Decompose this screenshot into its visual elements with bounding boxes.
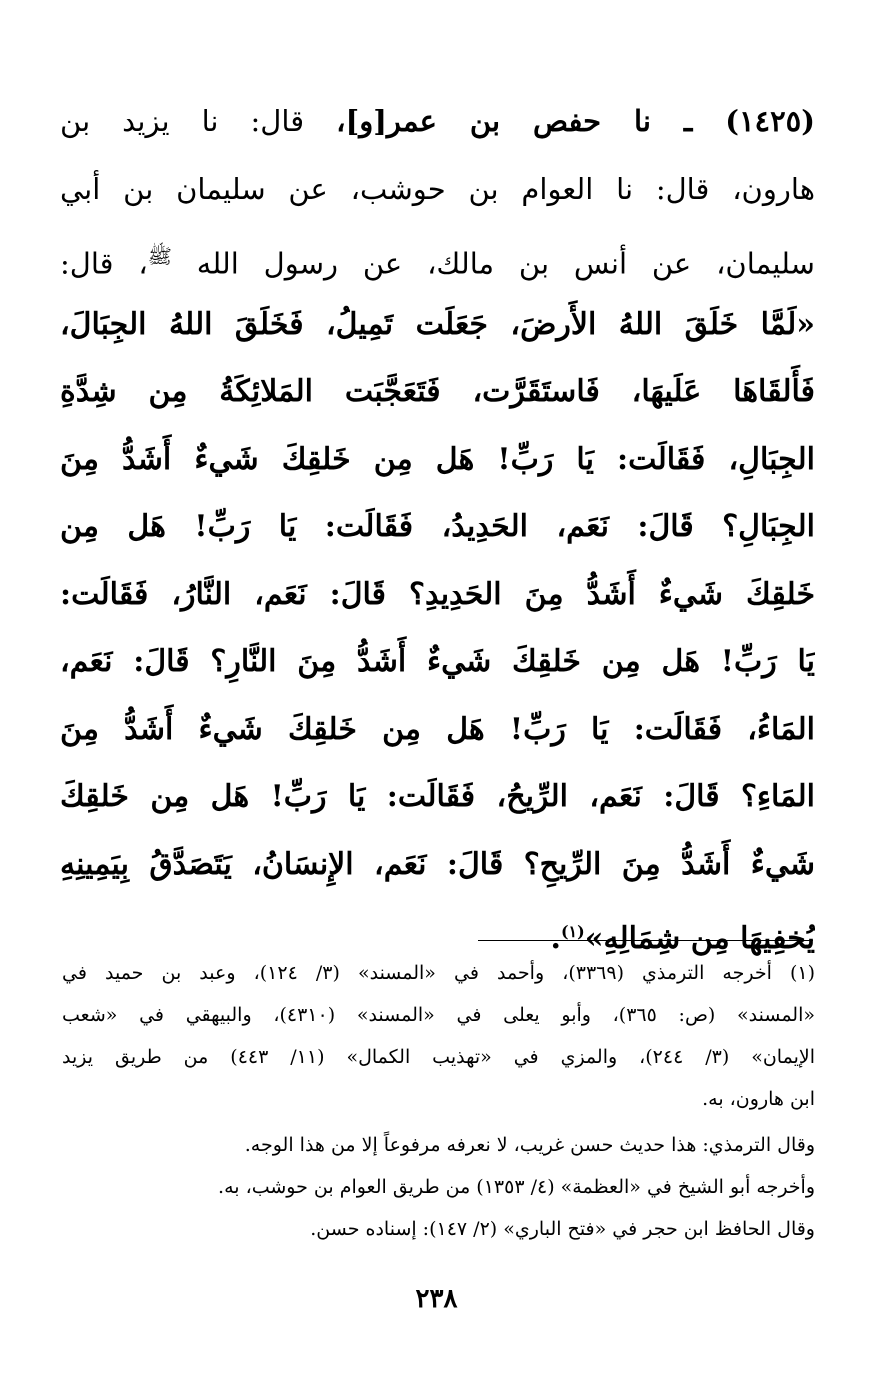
hadith-line-text: خَلقِكَ شَيءٌ أَشَدُّ مِنَ الحَدِيدِ؟ قَالَ: نَعَم، النَّارُ، فَقَالَت: xyxy=(60,576,815,612)
hadith-line-5 xyxy=(60,358,815,426)
footnote-line-1: (١) أخرجه الترمذي (٣٣٦٩)، وأحمد في «المسند» (٣/ ١٢٤)، وعبد بن حميد في xyxy=(62,962,815,984)
footnote-line-4: ابن هارون، به. xyxy=(702,1088,815,1110)
hadith-line-11 xyxy=(60,763,815,831)
hadith-line-text: المَاءِ؟ قَالَ: نَعَم، الرِّيحُ، فَقَالَت: يَا رَبِّ! هَل مِن خَلقِكَ xyxy=(60,779,815,814)
hadith-number: (١٤٢٥) ـ نا حفص بن عمر[و]، xyxy=(336,104,815,138)
footnote-line-7: وقال الحافظ ابن حجر في «فتح الباري» (٢/ ١٤٧): إسناده حسن. xyxy=(310,1218,815,1240)
hadith-text xyxy=(60,88,815,966)
footnote-line-6: وأخرجه أبو الشيخ في «العظمة» (٤/ ١٣٥٣) من طريق العوام بن حوشب، به. xyxy=(218,1176,815,1198)
hadith-line-suffix: ، قال: xyxy=(60,246,148,281)
page-number: ٢٣٨ xyxy=(415,1284,458,1314)
hadith-line-8 xyxy=(60,561,815,629)
hadith-line-text: «لَمَّا خَلَقَ اللهُ الأَرضَ، جَعَلَت تَمِيلُ، فَخَلَقَ اللهُ الجِبَالَ، xyxy=(60,306,815,342)
hadith-line-6 xyxy=(60,426,815,494)
hadith-line-7 xyxy=(60,493,815,561)
footnote-reference: (١) xyxy=(560,922,585,941)
footnote-separator xyxy=(478,940,813,941)
hadith-line-suffix: . xyxy=(550,921,561,956)
hadith-line-2 xyxy=(60,156,815,224)
hadith-line-text: سليمان، عن أنس بن مالك، عن رسول الله xyxy=(196,246,815,281)
hadith-line-10 xyxy=(60,696,815,764)
hadith-line-9 xyxy=(60,628,815,696)
hadith-line-text: شَيءٌ أَشَدُّ مِنَ الرِّيحِ؟ قَالَ: نَعَم، الإِنسَانُ، يَتَصَدَّقُ بِيَمِينِهِ xyxy=(60,846,815,882)
footnote-line-5: وقال الترمذي: هذا حديث حسن غريب، لا نعرفه مرفوعاً إلا من هذا الوجه. xyxy=(244,1134,815,1156)
footnotes xyxy=(62,952,815,1250)
footnote-line-2: «المسند» (ص: ٣٦٥)، وأبو يعلى في «المسند» (٤٣١٠)، والبيهقي في «شعب xyxy=(62,1004,815,1026)
salawat-glyph: ﷺ xyxy=(147,244,172,268)
hadith-line-text: فَأَلقَاهَا عَلَيهَا، فَاستَقَرَّت، فَتَعَجَّبَت المَلائِكَةُ مِن شِدَّةِ xyxy=(60,374,815,409)
hadith-line-text: المَاءُ، فَقَالَت: يَا رَبِّ! هَل مِن خَلقِكَ شَيءٌ أَشَدُّ مِنَ xyxy=(60,711,815,747)
hadith-line-4 xyxy=(60,291,815,359)
hadith-line-text: يُخفِيهَا مِن شِمَالِهِ» xyxy=(584,921,815,956)
hadith-line-text: قال: نا يزيد بن xyxy=(60,104,337,138)
hadith-line-3 xyxy=(60,223,815,291)
hadith-line-text: يَا رَبِّ! هَل مِن خَلقِكَ شَيءٌ أَشَدُّ مِنَ النَّارِ؟ قَالَ: نَعَم، xyxy=(60,644,815,679)
hadith-line-text: الجِبَالِ؟ قَالَ: نَعَم، الحَدِيدُ، فَقَالَت: يَا رَبِّ! هَل مِن xyxy=(60,509,815,544)
hadith-line-1 xyxy=(60,88,815,156)
hadith-line-text: هارون، قال: نا العوام بن حوشب، عن سليمان بن أبي xyxy=(60,171,815,206)
hadith-line-12 xyxy=(60,831,815,899)
hadith-line-text: الجِبَالِ، فَقَالَت: يَا رَبِّ! هَل مِن خَلقِكَ شَيءٌ أَشَدُّ مِنَ xyxy=(60,441,815,477)
footnote-line-3: الإيمان» (٣/ ٢٤٤)، والمزي في «تهذيب الكمال» (١١/ ٤٤٣) من طريق يزيد xyxy=(62,1046,815,1068)
